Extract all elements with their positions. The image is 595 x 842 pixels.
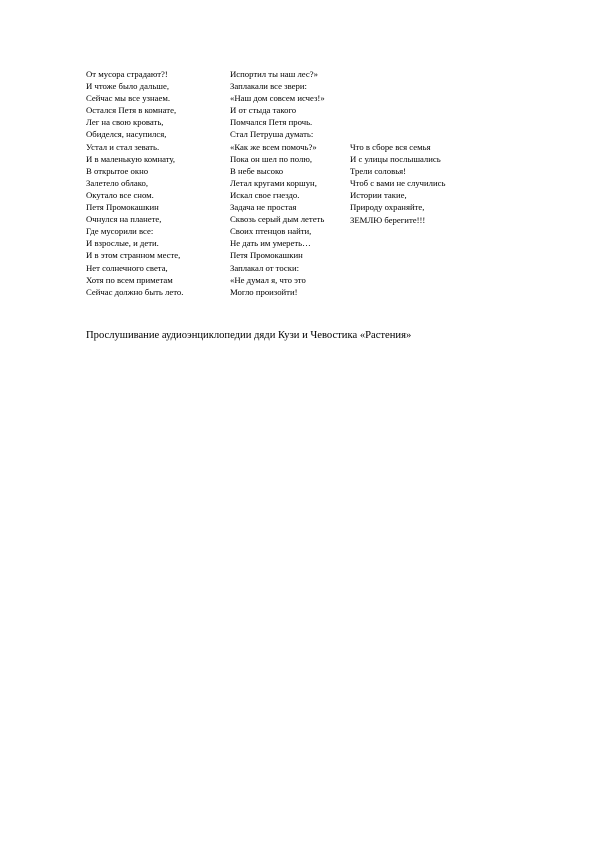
poem-line: «Наш дом совсем исчез!» (230, 93, 325, 104)
poem-line: Устал и стал зевать. (86, 141, 160, 152)
poem-line: И чтоже было дальше, (86, 81, 170, 92)
poem-line: Заплакали все звери: (230, 81, 307, 92)
poem-line: Сейчас мы все узнаем. (86, 93, 171, 104)
caption-text: Прослушивание аудиоэнциклопедии дяди Кузи и Чевостика «Растения» (86, 330, 412, 341)
poem-line: Искал свое гнездо. (230, 189, 300, 200)
poem-line: Чтоб с вами не случились (350, 178, 446, 189)
poem-line: Нет солнечного света, (86, 262, 168, 273)
poem-line: И от стыда такого (230, 105, 297, 116)
poem-line: Что в сборе вся семья (350, 142, 431, 152)
poem-line: Петя Промокашкин (230, 250, 303, 261)
poem-line: И в этом странном месте, (86, 250, 181, 261)
poem-line: В открытое окно (86, 165, 149, 176)
poem-line: Окутало все сном. (86, 189, 154, 200)
poem-line: Помчался Петя прочь. (230, 117, 313, 128)
poem-column-1 (86, 68, 183, 298)
poem-line: Сейчас должно быть лето. (86, 286, 184, 297)
poem-line: «Не думал я, что это (230, 274, 306, 285)
poem-line: И взрослые, и дети. (86, 238, 159, 249)
poem-line: И в маленькую комнату, (86, 153, 176, 164)
poem-line: Заплакал от тоски: (230, 262, 300, 273)
poem-line: Пока он шел по полю, (230, 153, 312, 164)
poem-column-3 (350, 141, 446, 226)
poem-line: Петя Промокашкин (86, 202, 159, 213)
poem-line: Истории такие, (350, 190, 407, 201)
poem-line: Испортил ты наш лес?» (230, 69, 318, 79)
poem-line: Своих птенцов найти, (230, 226, 312, 237)
poem-line: Не дать им умереть… (230, 238, 311, 249)
poem-line: Задача не простая (230, 202, 297, 213)
poem-line: Хотя по всем приметам (86, 274, 173, 285)
poem-line: Природу охраняйте, (350, 202, 425, 213)
poem-line: Сквозь серый дым лететь (230, 214, 325, 225)
poem-line: «Как же всем помочь?» (230, 141, 317, 152)
poem-line: Летал кругами коршун, (230, 177, 317, 188)
poem-line: Залетело облако, (86, 177, 149, 188)
poem-line: Трели соловья! (350, 166, 407, 177)
poem-line: Стал Петруша думать: (230, 129, 314, 140)
poem-line: Могло произойти! (230, 286, 298, 297)
poem-line: Лег на свою кровать, (86, 117, 164, 128)
poem-line: Где мусорили все: (86, 226, 154, 237)
poem-line: ЗЕМЛЮ берегите!!! (350, 214, 426, 225)
poem-line: Обиделся, насупился, (86, 129, 167, 140)
poem-line: Очнулся на планете, (86, 214, 162, 225)
poem-column-2 (230, 68, 325, 298)
poem-line: В небе высоко (230, 165, 284, 176)
poem-line: От мусора страдают?! (86, 69, 168, 79)
poem-line: И с улицы послышались (350, 154, 441, 165)
poem-line: Остался Петя в комнате, (86, 105, 177, 116)
